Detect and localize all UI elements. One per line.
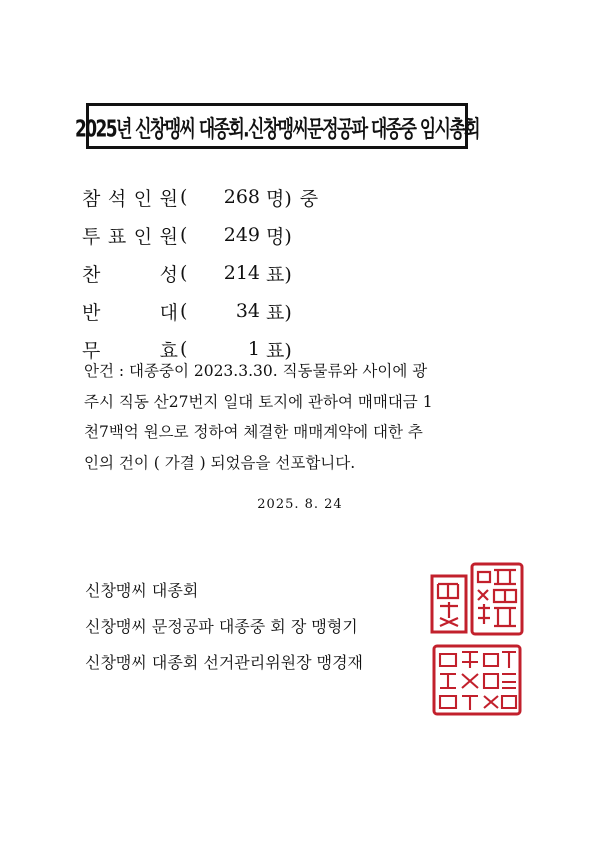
stat-value: 34 (235, 300, 260, 322)
vote-stats (82, 178, 402, 368)
stat-unit: 표) (266, 339, 292, 362)
signer-line: 신창맹씨 대종회 (85, 581, 199, 600)
signer-line: 신창맹씨 문정공파 대종중 회 장 맹형기 (85, 617, 358, 636)
stat-value: 268 (223, 186, 260, 208)
election-committee-seal-icon (432, 644, 522, 716)
small-seal-icon (430, 574, 468, 634)
stat-unit: 표) (266, 301, 292, 324)
stat-unit: 명) (266, 187, 292, 210)
open-paren: ( (180, 300, 188, 322)
president-seal-icon (470, 562, 524, 636)
open-paren: ( (180, 262, 188, 284)
signer-line: 신창맹씨 대종회 선거관리위원장 맹경재 (85, 653, 364, 672)
agenda-line: 안건 : 대종중이 2023.3.30. 직동물류와 사이에 광 (84, 362, 428, 380)
signer-block (85, 573, 363, 681)
stat-row-voters (82, 216, 402, 254)
stat-row-attendance (82, 178, 402, 216)
agenda-line: 천7백억 원으로 정하여 체결한 매매계약에 대한 추 (84, 423, 423, 441)
document-title: 2025년 신창맹씨 대종회.신창맹씨문정공파 대종중 임시총회 (75, 115, 479, 143)
stat-row-yes (82, 254, 402, 292)
open-paren: ( (180, 338, 188, 360)
agenda-paragraph (84, 356, 524, 478)
stat-unit: 명) (266, 225, 292, 248)
stat-label: 반 대 (82, 301, 178, 324)
open-paren: ( (180, 224, 188, 246)
document-date: 2025. 8. 24 (257, 497, 343, 512)
document-title-box (75, 103, 479, 149)
stat-row-no (82, 292, 402, 330)
stat-label: 투 표 인 원 (82, 225, 178, 248)
seal-area (428, 562, 524, 718)
stat-unit: 표) (266, 263, 292, 286)
stat-value: 1 (247, 338, 260, 360)
stat-label: 무 효 (82, 339, 178, 362)
stat-label: 찬 성 (82, 263, 178, 286)
stat-suffix: 중 (299, 187, 319, 210)
stat-value: 214 (223, 262, 260, 284)
agenda-line: 주시 직동 산27번지 일대 토지에 관하여 매매대금 1 (84, 392, 433, 411)
open-paren: ( (180, 186, 188, 208)
stat-value: 249 (223, 224, 260, 246)
stat-label: 참 석 인 원 (82, 187, 178, 210)
agenda-line: 인의 건이 ( 가결 ) 되었음을 선포합니다. (84, 453, 356, 472)
